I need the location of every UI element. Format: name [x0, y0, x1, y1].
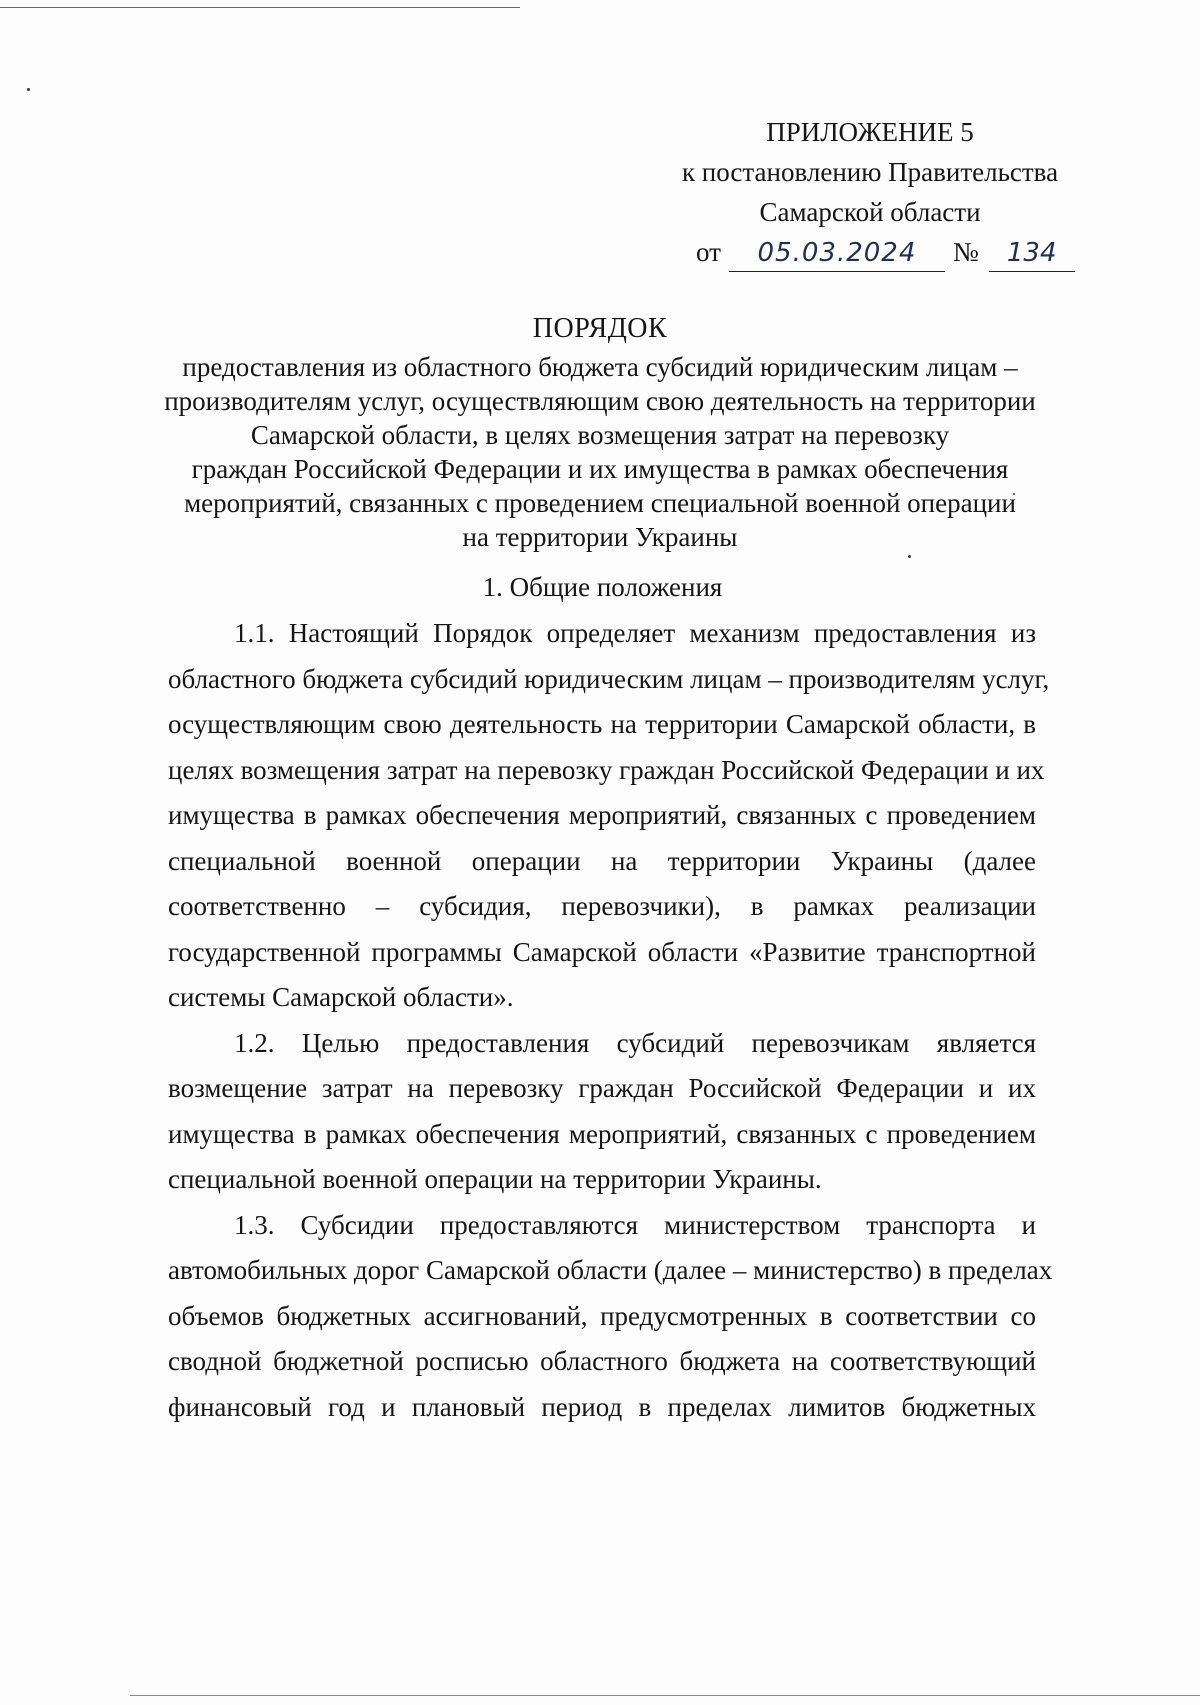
text-line: возмещение затрат на перевозку граждан Российской Федерации и их: [168, 1073, 1036, 1103]
scan-edge-top: [0, 7, 520, 8]
text-line: 1.2. Целью предоставления субсидий перевозчикам является: [234, 1027, 1036, 1058]
scan-edge-bottom: [130, 1695, 1200, 1696]
text-line: 1.3. Субсидии предоставляются министерством транспорта и: [234, 1209, 1036, 1240]
handwritten-number: 134: [989, 235, 1075, 272]
text-line: финансовый год и плановый период в пределах лимитов бюджетных: [168, 1391, 1036, 1422]
text-line: сводной бюджетной росписью областного бюджета на соответствующий: [168, 1346, 1036, 1376]
scan-speck: [27, 88, 30, 91]
date-prefix: от: [696, 237, 721, 267]
subtitle-line: производителям услуг, осуществляющим свою деятельность на территории: [164, 386, 1036, 416]
document-title-block: [150, 312, 1050, 554]
annex-region-line: Самарской области: [759, 197, 981, 227]
text-line: осуществляющим свою деятельность на территории Самарской области, в: [168, 709, 1036, 739]
text-line: имущества в рамках обеспечения мероприятий, связанных с проведением: [168, 1118, 1036, 1149]
subtitle-line: мероприятий, связанных с проведением специальной военной операции: [184, 488, 1016, 518]
annex-resolution-line: к постановлению Правительства: [681, 157, 1059, 187]
text-line: областного бюджета субсидий юридическим лицам – производителям услуг,: [168, 663, 1050, 694]
number-sign: №: [952, 237, 979, 267]
subtitle-line: на территории Украины: [462, 522, 738, 552]
scan-speck: [908, 555, 911, 558]
document-body: [168, 611, 1053, 1430]
text-line: специальной военной операции на территории Украины (далее: [168, 845, 1036, 876]
text-line: системы Самарской области».: [168, 982, 514, 1012]
document-title: ПОРЯДОК: [532, 313, 668, 344]
text-line: имущества в рамках обеспечения мероприятий, связанных с проведением: [168, 800, 1036, 830]
text-line: 1.1. Настоящий Порядок определяет механизм предоставления из: [234, 618, 1036, 648]
handwritten-date: 05.03.2024: [729, 235, 945, 272]
text-line: целях возмещения затрат на перевозку граждан Российской Федерации и их: [168, 754, 1045, 785]
text-line: специальной военной операции на территории Украины.: [168, 1164, 822, 1194]
subtitle-line: предоставления из областного бюджета субсидий юридическим лицам –: [182, 352, 1018, 382]
paragraph-1-1: [168, 611, 1050, 1021]
annex-date-number-line: [640, 232, 1100, 272]
text-line: объемов бюджетных ассигнований, предусмотренных в соответствии со: [168, 1300, 1036, 1331]
text-line: соответственно – субсидия, перевозчики), в рамках реализации: [168, 891, 1036, 921]
paragraph-1-3: [168, 1203, 1053, 1431]
text-line: автомобильных дорог Самарской области (далее – министерство) в пределах: [168, 1255, 1053, 1285]
subtitle-line: Самарской области, в целях возмещения затрат на перевозку: [250, 420, 950, 450]
subtitle-line: граждан Российской Федерации и их имущества в рамках обеспечения: [191, 454, 1009, 484]
text-line: государственной программы Самарской области «Развитие транспортной: [168, 936, 1036, 967]
section-heading: 1. Общие положения: [482, 572, 723, 602]
annex-title: ПРИЛОЖЕНИЕ 5: [766, 117, 974, 147]
annex-header: [640, 112, 1100, 272]
paragraph-1-2: [168, 1021, 1036, 1203]
